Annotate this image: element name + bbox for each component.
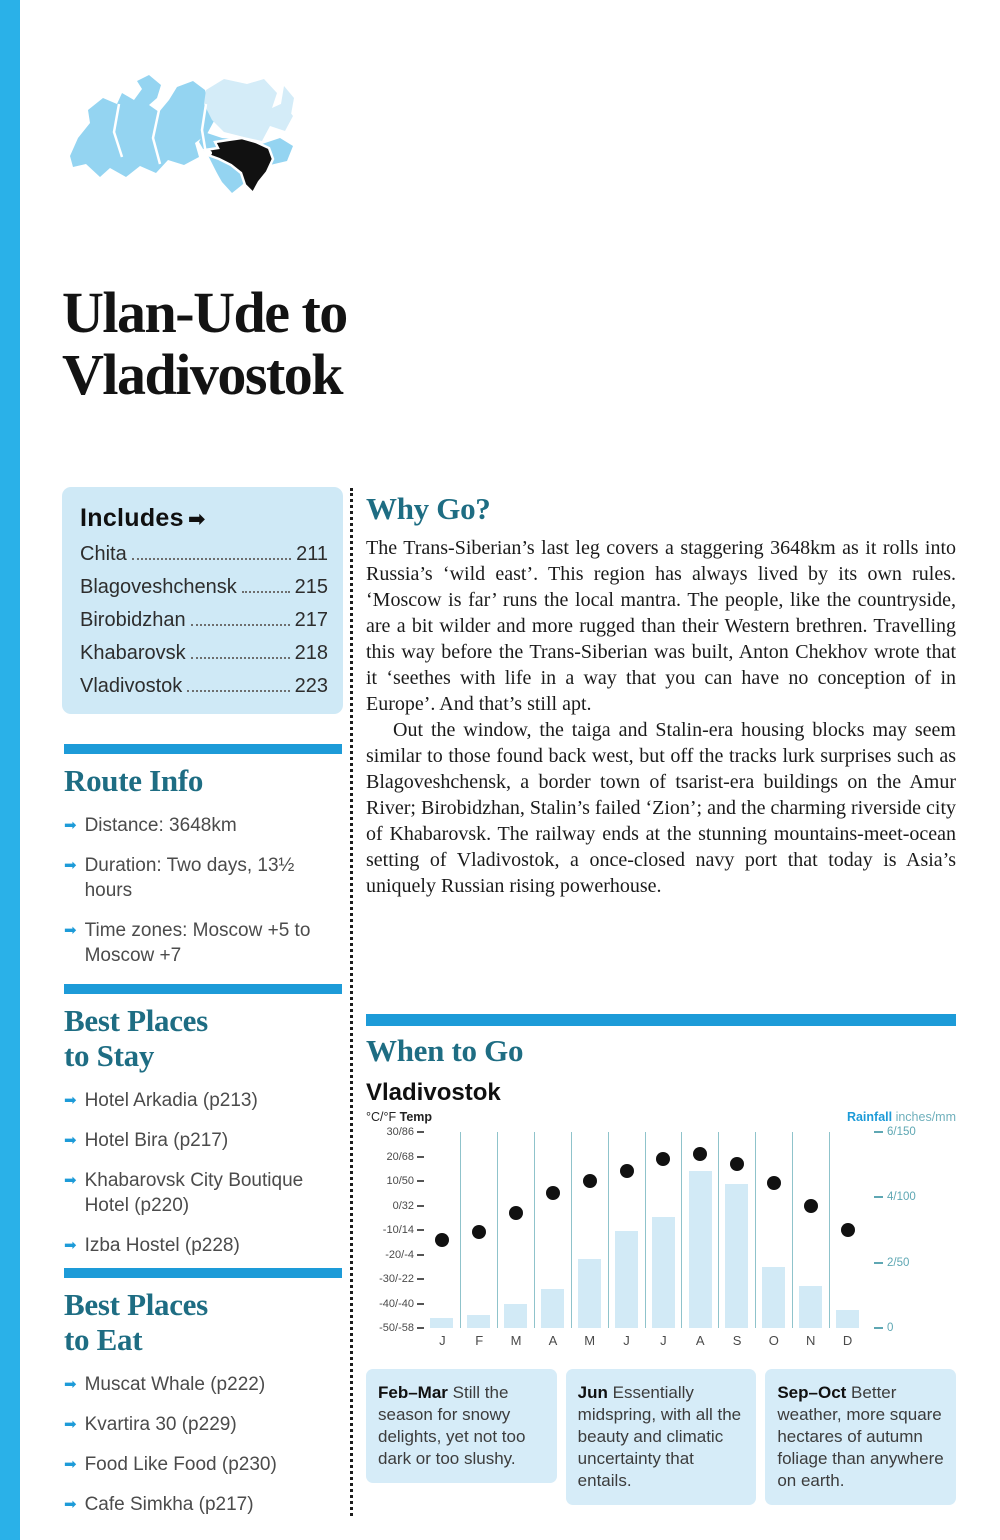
rainfall-bar — [762, 1267, 785, 1328]
temp-tick: -40/-40 — [379, 1298, 424, 1310]
best-eat-item-text: Muscat Whale (p222) — [84, 1374, 266, 1395]
toc-row[interactable] — [80, 576, 328, 599]
section-divider-bar — [64, 984, 342, 994]
note-lead: Feb–Mar — [378, 1383, 448, 1402]
chart-body — [366, 1126, 956, 1334]
why-go-paragraph-1: The Trans-Siberian’s last leg covers a staggering 3648km as it rolls into Russia’s ‘wild east’. This region has always lived by its own rules. ‘Moscow is far’ runs the local mantra. The people, like the countryside, are a bit wilder and more rugged than their Western brethren. Travelling this way before the Trans-Siberian was built, Anton Chekhov wrote that it ‘seethes with life in a way that you can have no conception of in Europe’. And that’s still apt. — [366, 537, 956, 715]
note-text: Essentially midspring, with all the beauty and climatic uncertainty that entails. — [577, 1383, 742, 1490]
temp-tick: -10/14 — [383, 1224, 424, 1236]
month-label: N — [806, 1333, 816, 1348]
page-edge-bar — [0, 0, 20, 1540]
page-title — [62, 282, 347, 406]
best-eat-item[interactable] — [64, 1412, 342, 1437]
month-label: J — [660, 1333, 667, 1348]
climate-chart — [366, 1110, 956, 1348]
page-title-line1: Ulan-Ude to — [62, 280, 347, 345]
best-stay-item-text: Hotel Arkadia (p213) — [84, 1090, 258, 1111]
column-divider-dotted — [350, 488, 353, 1516]
section-divider-bar — [366, 1014, 956, 1026]
why-go-paragraph-2: Out the window, the taiga and Stalin-era housing blocks may seem similar to those found back west, but off the tracks lurk surprises such as Blagoveshchensk, a border town of tsarist-era buildings on the Amur River; Birobidzhan, Stalin’s failed ‘Zion’; and the charming riverside city of Khabarovsk. The railway ends at the stunning mountains-meet-ocean setting of Vladivostok, a once-closed navy port that today is Asia’s uniquely Russian rising powerhouse. — [366, 719, 956, 897]
best-eat-item-text: Food Like Food (p230) — [84, 1454, 277, 1475]
temp-axis-ticks — [366, 1126, 424, 1334]
rainfall-bar — [467, 1315, 490, 1328]
note-sep-oct — [765, 1369, 956, 1505]
best-places-eat-section — [64, 1268, 342, 1517]
month-label: A — [695, 1333, 705, 1348]
temp-axis-word: Temp — [399, 1110, 433, 1124]
arrow-icon: ➡ — [64, 1376, 77, 1393]
route-info-item — [64, 853, 342, 903]
best-eat-heading — [64, 1287, 342, 1357]
rain-axis-label — [847, 1110, 956, 1124]
rain-axis-word: Rainfall — [846, 1110, 893, 1124]
map-region-west — [70, 75, 214, 177]
route-info-section — [64, 744, 342, 968]
temperature-dot — [435, 1233, 449, 1247]
climate-chart-city: Vladivostok — [366, 1079, 501, 1106]
month-label: J — [439, 1333, 446, 1348]
temperature-dot — [730, 1157, 744, 1171]
note-lead: Sep–Oct — [777, 1383, 847, 1402]
rainfall-bar — [652, 1217, 675, 1328]
month-slot — [830, 1132, 866, 1328]
best-eat-heading-line2: to Eat — [64, 1322, 143, 1357]
leader-dots — [187, 690, 289, 692]
temperature-dot — [656, 1152, 670, 1166]
leader-dots — [242, 591, 290, 593]
best-eat-item[interactable] — [64, 1492, 342, 1517]
toc-row[interactable] — [80, 675, 328, 698]
rainfall-bar — [725, 1184, 748, 1328]
includes-heading-label: Includes — [80, 504, 184, 532]
includes-heading — [80, 504, 328, 533]
toc-label: Chita — [80, 543, 127, 565]
best-stay-item[interactable] — [64, 1128, 342, 1153]
map-region-northeast — [204, 79, 293, 141]
best-stay-item[interactable] — [64, 1168, 342, 1218]
toc-page-number: 223 — [294, 675, 328, 697]
best-stay-item-text: Hotel Bira (p217) — [84, 1130, 229, 1151]
month-slot — [572, 1132, 609, 1328]
route-info-item — [64, 813, 342, 838]
best-eat-item[interactable] — [64, 1452, 342, 1477]
toc-row[interactable] — [80, 609, 328, 632]
rainfall-bar — [689, 1171, 712, 1328]
temperature-dot — [804, 1199, 818, 1213]
month-slot — [498, 1132, 535, 1328]
best-eat-heading-line1: Best Places — [64, 1287, 208, 1322]
month-label: S — [732, 1333, 742, 1348]
rain-axis-ticks — [866, 1126, 956, 1334]
rain-tick: 6/150 — [874, 1126, 916, 1138]
month-label: F — [475, 1333, 484, 1348]
month-label: M — [510, 1333, 522, 1348]
best-stay-item[interactable] — [64, 1233, 342, 1258]
rain-tick: 0 — [874, 1322, 893, 1334]
route-info-item-text: Time zones: Moscow +5 to Moscow +7 — [84, 920, 311, 966]
month-slot — [756, 1132, 793, 1328]
best-stay-heading-line1: Best Places — [64, 1003, 208, 1038]
temp-tick: -50/-58 — [379, 1322, 424, 1334]
month-slot — [719, 1132, 756, 1328]
arrow-icon: ➡ — [64, 1456, 77, 1473]
rainfall-bar — [799, 1286, 822, 1328]
month-label: D — [842, 1333, 853, 1348]
temp-tick: 30/86 — [386, 1126, 424, 1138]
arrow-icon: ➡ — [64, 1092, 77, 1109]
month-slot — [646, 1132, 683, 1328]
month-slot — [535, 1132, 572, 1328]
temperature-dot — [472, 1225, 486, 1239]
best-stay-heading — [64, 1003, 342, 1073]
route-info-item — [64, 918, 342, 968]
climate-plot — [424, 1132, 866, 1328]
toc-page-number: 211 — [296, 543, 328, 565]
best-stay-heading-line2: to Stay — [64, 1038, 155, 1073]
temperature-dot — [841, 1223, 855, 1237]
arrow-icon: ➡ — [64, 922, 77, 939]
rain-axis-unit: inches/mm — [892, 1110, 956, 1124]
temp-tick: -20/-4 — [385, 1249, 424, 1261]
toc-label: Blagoveshchensk — [80, 576, 237, 598]
arrow-icon: ➡ — [64, 1132, 77, 1149]
temperature-dot — [693, 1147, 707, 1161]
month-slot — [461, 1132, 498, 1328]
seasonal-notes — [366, 1352, 956, 1522]
best-eat-item[interactable] — [64, 1372, 342, 1397]
toc-page-number: 218 — [294, 642, 328, 664]
when-to-go-heading: When to Go — [366, 1033, 524, 1068]
month-slot — [424, 1132, 461, 1328]
rainfall-bar — [504, 1304, 527, 1328]
temp-tick: 20/68 — [386, 1151, 424, 1163]
route-info-heading: Route Info — [64, 763, 204, 798]
toc-label: Vladivostok — [80, 675, 183, 697]
month-slot — [682, 1132, 719, 1328]
toc-row[interactable] — [80, 642, 328, 665]
arrow-icon: ➡ — [64, 1416, 77, 1433]
arrow-icon: ➡ — [64, 817, 77, 834]
toc-page-number: 215 — [294, 576, 328, 598]
leader-dots — [191, 657, 290, 659]
note-lead: Jun — [577, 1383, 608, 1402]
arrow-icon: ➡ — [64, 1237, 77, 1254]
note-text: Still the season for snowy delights, yet not too dark or too slushy. — [378, 1383, 526, 1468]
arrow-icon: ➡ — [64, 857, 77, 874]
temperature-dot — [546, 1186, 560, 1200]
best-eat-item-text: Kvartira 30 (p229) — [84, 1414, 237, 1435]
temperature-dot — [767, 1176, 781, 1190]
temperature-dot — [509, 1206, 523, 1220]
month-slot — [793, 1132, 830, 1328]
rainfall-bar — [430, 1318, 453, 1328]
toc-row[interactable] — [80, 543, 328, 566]
temp-tick: 10/50 — [386, 1175, 424, 1187]
chart-axis-headers — [366, 1110, 956, 1124]
route-info-item-text: Distance: 3648km — [84, 815, 237, 836]
russia-locator-map — [56, 60, 312, 212]
includes-box — [62, 487, 343, 714]
leader-dots — [191, 624, 290, 626]
temp-tick: -30/-22 — [379, 1273, 424, 1285]
rainfall-bar — [615, 1231, 638, 1328]
toc-label: Khabarovsk — [80, 642, 186, 664]
note-feb-mar — [366, 1369, 557, 1483]
note-text: Better weather, more square hectares of autumn foliage than anywhere on earth. — [777, 1383, 944, 1490]
note-jun — [566, 1369, 757, 1505]
route-info-item-text: Duration: Two days, 13½ hours — [84, 855, 295, 901]
temp-tick: 0/32 — [393, 1200, 424, 1212]
why-go-heading: Why Go? — [366, 491, 491, 526]
temp-axis-label — [366, 1110, 432, 1124]
rain-tick: 2/50 — [874, 1257, 909, 1269]
month-slot — [609, 1132, 646, 1328]
page-title-line2: Vladivostok — [62, 342, 343, 407]
arrow-icon: ➡ — [64, 1172, 77, 1189]
why-go-section — [366, 492, 956, 899]
temperature-dot — [620, 1164, 634, 1178]
rainfall-bar — [578, 1259, 601, 1328]
leader-dots — [132, 558, 291, 560]
rainfall-bar — [836, 1310, 859, 1328]
best-stay-item-text: Izba Hostel (p228) — [84, 1235, 240, 1256]
month-label: J — [623, 1333, 630, 1348]
arrow-icon: ➡ — [187, 508, 206, 531]
best-stay-item[interactable] — [64, 1088, 342, 1113]
best-eat-item-text: Cafe Simkha (p217) — [84, 1494, 254, 1515]
best-places-stay-section — [64, 984, 342, 1258]
section-divider-bar — [64, 1268, 342, 1278]
month-axis — [424, 1333, 866, 1348]
toc-label: Birobidzhan — [80, 609, 186, 631]
month-label: A — [548, 1333, 558, 1348]
best-stay-item-text: Khabarovsk City Boutique Hotel (p220) — [84, 1170, 304, 1216]
temperature-dot — [583, 1174, 597, 1188]
section-divider-bar — [64, 744, 342, 754]
temp-axis-unit: °C/°F — [366, 1110, 400, 1124]
map-highlight-tail — [204, 150, 212, 156]
month-label: O — [768, 1333, 779, 1348]
toc-page-number: 217 — [294, 609, 328, 631]
rainfall-bar — [541, 1289, 564, 1328]
month-label: M — [584, 1333, 596, 1348]
rain-tick: 4/100 — [874, 1191, 916, 1203]
arrow-icon: ➡ — [64, 1496, 77, 1513]
